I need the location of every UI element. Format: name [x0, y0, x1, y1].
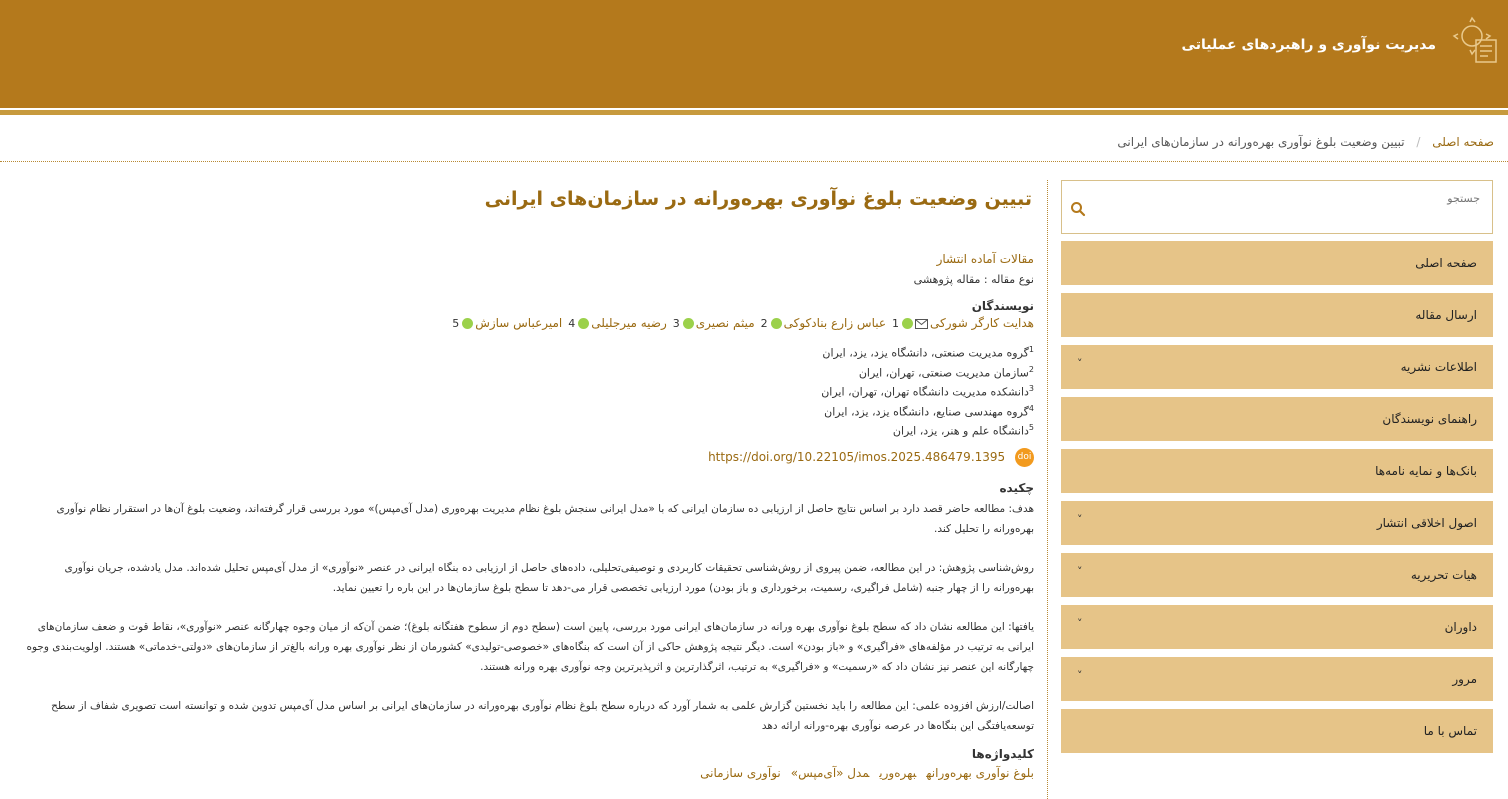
author-affiliation-number: 1	[892, 317, 900, 330]
sidebar-item[interactable]	[1061, 449, 1493, 493]
sidebar-item[interactable]	[1061, 709, 1493, 753]
orcid-icon[interactable]	[462, 318, 473, 329]
author-link[interactable]	[568, 316, 667, 330]
doi-link[interactable]: https://doi.org/10.22105/imos.2025.486479.1395	[708, 450, 1006, 464]
envelope-icon[interactable]	[915, 319, 928, 329]
author-link[interactable]	[673, 316, 755, 330]
abstract-paragraph: اصالت/ارزش افزوده علمی: این مطالعه را باید نخستین گزارش علمی به شمار آورد که درباره سطح بلوغ نظام نوآوری بهره‌ورانه در سازمان‌های ایرانی بر اساس مدل آی‌مپس تدوین شده و توانسته است تصویری شفاف از سطح توسعه‌یافتگی این بنگاه‌ها در عرصه نوآوری بهره-ورانه ارائه دهد	[51, 700, 1034, 732]
sidebar-item[interactable]	[1061, 553, 1493, 597]
affiliation-item	[824, 404, 1034, 419]
author-name: امیرعباس سازش	[475, 316, 563, 330]
journal-title[interactable]: مدیریت نوآوری و راهبردهای عملیاتی	[1181, 37, 1436, 53]
sidebar-item-label: بانک‌ها و نمایه نامه‌ها	[1375, 464, 1477, 478]
sidebar-item-label: مرور	[1452, 672, 1477, 686]
affiliation-item	[859, 365, 1034, 380]
affiliation-number: 3	[1028, 384, 1034, 393]
author-name: عباس زارع بنادکوکی	[783, 316, 887, 330]
breadcrumb-divider	[0, 161, 1508, 162]
search-box	[1061, 180, 1493, 234]
chevron-down-icon[interactable]: ˅	[1077, 357, 1083, 370]
sidebar-item[interactable]	[1061, 501, 1493, 545]
orcid-icon[interactable]	[902, 318, 913, 329]
affiliation-item	[893, 423, 1034, 438]
article-title: تبیین وضعیت بلوغ نوآوری بهره‌ورانه در سازمان‌های ایرانی	[484, 188, 1032, 210]
breadcrumb-home-link[interactable]: صفحه اصلی	[1432, 135, 1494, 149]
sidebar-item[interactable]	[1061, 345, 1493, 389]
sidebar-item-label: هیات تحریریه	[1410, 568, 1477, 582]
journal-logo-icon[interactable]	[1452, 14, 1500, 74]
abstract-paragraph: هدف: مطالعه حاضر قصد دارد بر اساس نتایج حاصل از ارزیابی ده سازمان ایرانی که با «مدل ایرانی سنجش بلوغ نظام مدیریت بهره‌وری (مدل آی‌مپس)» مورد بررسی قرار گرفته‌اند، وضعیت بلوغ آن‌ها در استقرار نظام نوآوری بهره‌ورانه را تحلیل کند.	[56, 503, 1034, 535]
status-link[interactable]: مقالات آماده انتشار	[936, 252, 1034, 266]
sidebar-item-label: راهنمای نویسندگان	[1382, 412, 1477, 426]
affiliation-text: گروه مدیریت صنعتی، دانشگاه یزد، یزد، ایران	[822, 346, 1029, 360]
affiliation-text: گروه مهندسی صنایع، دانشگاه یزد، یزد، ایران	[824, 405, 1029, 419]
affiliation-item	[821, 384, 1034, 399]
sidebar-item[interactable]	[1061, 241, 1493, 285]
author-name: میثم نصیری	[695, 316, 755, 330]
keyword-link[interactable]: مدل «آی‌مپس»	[790, 766, 870, 780]
affiliation-number: 2	[1028, 364, 1034, 374]
breadcrumb-current: تبیین وضعیت بلوغ نوآوری بهره‌ورانه در سازمان‌های ایرانی	[1117, 135, 1405, 149]
orcid-icon[interactable]	[683, 318, 694, 329]
affiliation-item	[822, 345, 1034, 360]
authors-list	[446, 316, 1034, 330]
author-affiliation-number: 5	[452, 317, 460, 330]
keyword-link[interactable]: نوآوری سازمانی	[700, 766, 781, 780]
sidebar-item-label: تماس با ما	[1423, 724, 1477, 738]
search-input[interactable]	[1098, 191, 1482, 206]
author-affiliation-number: 2	[760, 317, 768, 330]
affiliation-text: دانشگاه علم و هنر، یزد، ایران	[892, 424, 1029, 438]
author-affiliation-number: 3	[672, 317, 680, 330]
sidebar-item-label: داوران	[1444, 620, 1477, 634]
affiliation-number: 1	[1028, 345, 1034, 354]
sidebar-item[interactable]	[1061, 657, 1493, 701]
keyword-link[interactable]: بهره‌وری	[879, 766, 917, 780]
author-name: رضیه میرجلیلی	[591, 316, 667, 330]
column-divider	[1047, 180, 1048, 799]
author-name: هدایت کارگر شورکی	[930, 316, 1034, 330]
sidebar-item-label: صفحه اصلی	[1415, 256, 1477, 270]
sidebar-nav	[1061, 241, 1493, 761]
sidebar-item[interactable]	[1061, 605, 1493, 649]
abstract-heading: چکیده	[999, 481, 1034, 495]
author-affiliation-number: 4	[568, 317, 576, 330]
keyword-link[interactable]: بلوغ نوآوری بهره‌ورانه	[926, 766, 1034, 780]
chevron-down-icon[interactable]: ˅	[1077, 617, 1083, 630]
authors-heading: نویسندگان	[971, 299, 1034, 313]
sidebar-item-label: اصول اخلاقی انتشار	[1376, 516, 1477, 530]
orcid-icon[interactable]	[578, 318, 589, 329]
author-link[interactable]	[892, 316, 1034, 330]
header-divider	[0, 110, 1508, 115]
sidebar-item-label: ارسال مقاله	[1415, 308, 1477, 322]
doi-line	[708, 448, 1034, 467]
breadcrumb	[1117, 135, 1494, 149]
keywords-heading: کلیدواژه‌ها	[971, 747, 1034, 761]
affiliation-text: سازمان مدیریت صنعتی، تهران، ایران	[858, 366, 1029, 380]
keywords-list	[690, 766, 1034, 780]
affiliation-number: 5	[1028, 423, 1034, 432]
author-link[interactable]	[761, 316, 886, 330]
article-type: نوع مقاله : مقاله پژوهشی	[913, 273, 1034, 286]
doi-icon: doi	[1015, 448, 1034, 467]
site-header	[0, 0, 1508, 108]
abstract-paragraph: روش‌شناسی پژوهش: در این مطالعه، ضمن پیروی از روش‌شناسی تحقیقات کاربردی و توصیفی‌تحلیلی، داده‌های حاصل از ارزیابی ده بنگاه ایرانی در عنصر «نوآوری» از مدل آی‌مپس تحلیل شده‌اند. مدل یادشده، جریان نوآوری بهره‌ورانه را از چهار جنبه (شامل فراگیری، رسمیت، برخورداری و باز بودن) مورد ارزیابی تخصصی قرار می-دهد تا سطح بلوغ سازمان‌ها در این باره را تعیین نماید.	[64, 562, 1034, 594]
sidebar-item-label: اطلاعات نشریه	[1400, 360, 1477, 374]
sidebar-item[interactable]	[1061, 397, 1493, 441]
sidebar-item[interactable]	[1061, 293, 1493, 337]
affiliation-number: 4	[1028, 403, 1034, 413]
chevron-down-icon[interactable]: ˅	[1077, 565, 1083, 578]
chevron-down-icon[interactable]: ˅	[1077, 513, 1083, 526]
search-icon[interactable]	[1070, 201, 1086, 217]
chevron-down-icon[interactable]: ˅	[1077, 669, 1083, 682]
orcid-icon[interactable]	[771, 318, 782, 329]
abstract-paragraph: یافتها: این مطالعه نشان داد که سطح بلوغ نوآوری بهره ورانه در سازمان‌های ایرانی مورد بررسی، پایین است (سطح دوم از سطوح هفتگانه بلوغ)؛ ضمن آن‌که از میان وجوه چهارگانه عنصر «نوآوری»، نقاط قوت و ضعف سازمان‌های ایرانی به ترتیب در مؤلفه‌های «فراگیری» و «باز بودن» است. دیگر نتیجه پژوهش حاکی از آن است که بنگاه‌های «خصوصی-تولیدی» کشورمان از نظر نوآوری بهره ورانه بالغ‌تر از سازمان‌های «دولتی-خدماتی» هستند. اولویت‌بندی وجوه چهارگانه این عنصر نیز نشان داد که «رسمیت» و «فراگیری» به ترتیب، اثرگذارترین و اثرپذیرترین وجه نوآوری بهره ورانه هستند.	[26, 621, 1034, 673]
author-link[interactable]	[452, 316, 562, 330]
breadcrumb-separator: /	[1416, 135, 1421, 149]
affiliation-text: دانشکده مدیریت دانشگاه تهران، تهران، ایران	[821, 385, 1029, 399]
